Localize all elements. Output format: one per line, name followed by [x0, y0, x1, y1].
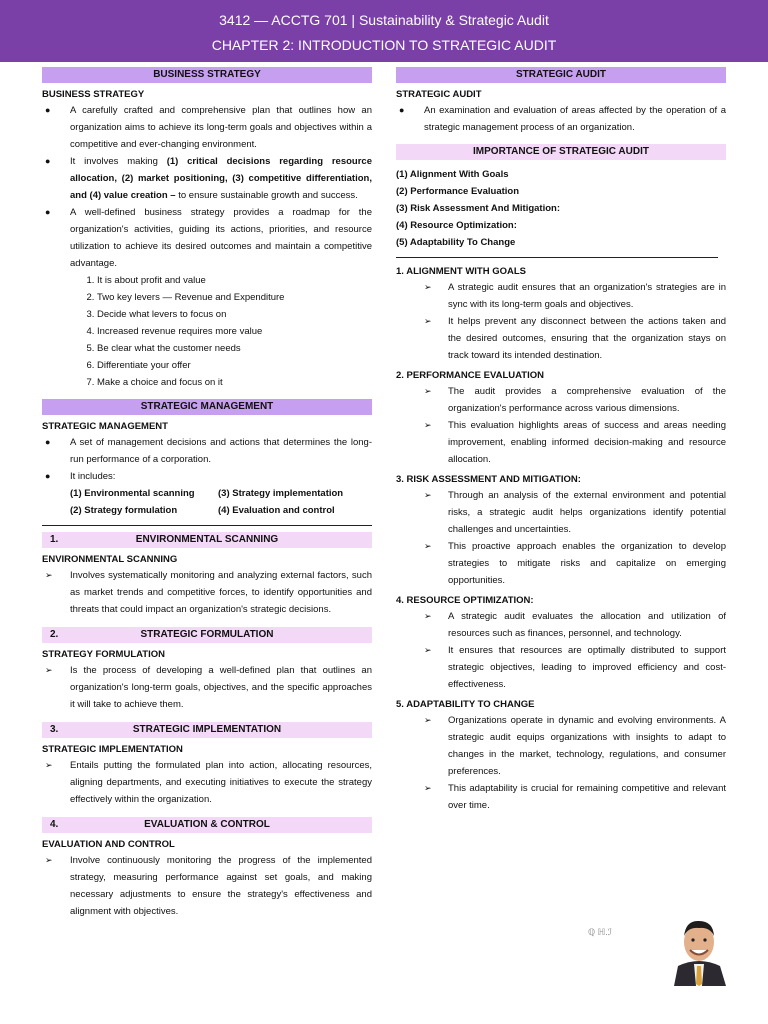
numbered-list-item: 1. It is about profit and value — [97, 272, 372, 289]
section-heading: 4. RESOURCE OPTIMIZATION: — [396, 595, 534, 606]
importance-list — [396, 166, 726, 251]
arrow-item: ➢ Entails putting the formulated plan into action, allocating resources, aligning departments, and executing initiatives to execute the strategy effectively within the organization. — [42, 757, 372, 808]
section-bar-strategic-audit: STRATEGIC AUDIT — [396, 67, 726, 83]
numbered-list-item: 7. Make a choice and focus on it — [97, 374, 372, 391]
bullet-icon: ● — [45, 156, 51, 166]
arrow-icon: ➢ — [45, 570, 53, 580]
right-column — [396, 67, 726, 814]
bullet-item: ● It involves making (1) critical decisions regarding resource allocation, (2) market positioning, (3) competitive differentiation, and (4) value creation – to ensure sustainable growth and success. — [42, 153, 372, 204]
subheading: STRATEGIC AUDIT — [396, 89, 482, 100]
subheading: STRATEGIC IMPLEMENTATION — [42, 744, 183, 755]
arrow-icon: ➢ — [424, 645, 432, 655]
importance-section — [396, 595, 726, 693]
arrow-icon: ➢ — [424, 386, 432, 396]
arrow-icon: ➢ — [45, 760, 53, 770]
arrow-item: ➢ It helps prevent any disconnect between the actions taken and the desired outcomes, ensuring that the organization stays on track toward its intended destination. — [396, 313, 726, 364]
bullet-icon: ● — [45, 105, 51, 115]
importance-section — [396, 266, 726, 364]
arrow-item: ➢ The audit provides a comprehensive evaluation of the organization's performance across various dimensions. — [396, 383, 726, 417]
bullet-icon: ● — [45, 471, 51, 481]
bullet-icon: ● — [45, 207, 51, 217]
section-bar-evaluation-control: 4. EVALUATION & CONTROL — [42, 817, 372, 833]
subheading: STRATEGY FORMULATION — [42, 649, 165, 660]
importance-item: (5) Adaptability To Change — [396, 237, 516, 248]
arrow-icon: ➢ — [424, 282, 432, 292]
arrow-item: ➢ This proactive approach enables the organization to develop strategies to mitigate risks and capitalize on emerging opportunities. — [396, 538, 726, 589]
section-bar-strategic-implementation: 3. STRATEGIC IMPLEMENTATION — [42, 722, 372, 738]
importance-sections — [396, 266, 726, 814]
arrow-item: ➢ Is the process of developing a well-defined plan that outlines an organization's long-term goals, objectives, and the specific approaches it will take to achieve them. — [42, 662, 372, 713]
bullet-icon: ● — [399, 105, 405, 115]
subheading: EVALUATION AND CONTROL — [42, 839, 175, 850]
arrow-item: ➢ This evaluation highlights areas of success and areas needing improvement, enabling informed decision-making and resource allocation. — [396, 417, 726, 468]
section-heading: 3. RISK ASSESSMENT AND MITIGATION: — [396, 474, 581, 485]
bullet-item: ● A carefully crafted and comprehensive plan that outlines how an organization aims to achieve its long-term goals and objectives within a competitive and ever-changing environment. — [42, 102, 372, 153]
importance-item: (2) Performance Evaluation — [396, 186, 520, 197]
section-bar-strategic-formulation: 2. STRATEGIC FORMULATION — [42, 627, 372, 643]
importance-item: (4) Resource Optimization: — [396, 220, 517, 231]
divider — [42, 525, 372, 526]
divider — [396, 257, 718, 258]
arrow-item: ➢ A strategic audit evaluates the allocation and utilization of resources such as finances, personnel, and technology. — [396, 608, 726, 642]
portrait-image — [668, 914, 730, 986]
components-grid: (1) Environmental scanning (3) Strategy implementation (2) Strategy formulation (4) Evaluation and control — [70, 488, 344, 516]
arrow-item: ➢ Through an analysis of the external environment and potential risks, a strategic audit helps organizations identify potential challenges and uncertainties. — [396, 487, 726, 538]
arrow-icon: ➢ — [45, 665, 53, 675]
numbered-list-item: 3. Decide what levers to focus on — [97, 306, 372, 323]
numbered-list-item: 2. Two key levers — Revenue and Expenditure — [97, 289, 372, 306]
arrow-item: ➢ Organizations operate in dynamic and evolving environments. A strategic audit equips organizations with insights to adapt to changes in the market, technology, regulations, and consumer preferences. — [396, 712, 726, 780]
arrow-item: ➢ Involve continuously monitoring the progress of the implemented strategy, measuring performance against set goals, and making necessary adjustments to ensure the strategy's effectiveness and alignment with objectives. — [42, 852, 372, 920]
arrow-item: ➢ It ensures that resources are optimally distributed to support strategic objectives, leading to improved efficiency and cost-effectiveness. — [396, 642, 726, 693]
section-bar-business-strategy: BUSINESS STRATEGY — [42, 67, 372, 83]
bullet-item: ● A well-defined business strategy provides a roadmap for the organization's activities, guiding its actions, priorities, and resource utilization to achieve its desired outcomes and maintain a competitive advantage. — [42, 204, 372, 272]
subheading: STRATEGIC MANAGEMENT — [42, 421, 168, 432]
arrow-item: ➢ A strategic audit ensures that an organization's strategies are in sync with its long-term goals and objectives. — [396, 279, 726, 313]
subheading: BUSINESS STRATEGY — [42, 89, 145, 100]
numbered-list-item: 6. Differentiate your offer — [97, 357, 372, 374]
arrow-icon: ➢ — [424, 611, 432, 621]
section-heading: 5. ADAPTABILITY TO CHANGE — [396, 699, 535, 710]
arrow-icon: ➢ — [424, 715, 432, 725]
chapter-title: CHAPTER 2: INTRODUCTION TO STRATEGIC AUDIT — [211, 37, 557, 53]
arrow-icon: ➢ — [424, 316, 432, 326]
arrow-item: ➢ Involves systematically monitoring and analyzing external factors, such as market trends and competitive forces, to identify opportunities and threats that could impact an organization's strategic decisions. — [42, 567, 372, 618]
signature-mark: ℚ ℍ.ℐ — [588, 927, 612, 937]
section-heading: 1. ALIGNMENT WITH GOALS — [396, 266, 527, 277]
numbered-list-item: 5. Be clear what the customer needs — [97, 340, 372, 357]
arrow-icon: ➢ — [424, 490, 432, 500]
bullet-icon: ● — [45, 437, 51, 447]
arrow-icon: ➢ — [424, 783, 432, 793]
section-bar-importance: IMPORTANCE OF STRATEGIC AUDIT — [396, 144, 726, 160]
arrow-icon: ➢ — [424, 541, 432, 551]
section-bar-environmental-scanning: 1. ENVIRONMENTAL SCANNING — [42, 532, 372, 548]
page-header — [0, 0, 768, 62]
importance-section — [396, 370, 726, 468]
section-heading: 2. PERFORMANCE EVALUATION — [396, 370, 544, 381]
bullet-item: ● A set of management decisions and actions that determines the long-run performance of a corporation. — [42, 434, 372, 468]
importance-section — [396, 474, 726, 589]
arrow-icon: ➢ — [45, 855, 53, 865]
importance-section — [396, 699, 726, 814]
course-title: 3412 — ACCTG 701 | Sustainability & Strategic Audit — [219, 12, 549, 28]
bullet-item: ● It includes: — [42, 468, 372, 485]
bullet-item: ● An examination and evaluation of areas affected by the operation of a strategic management process of an organization. — [396, 102, 726, 136]
subheading: ENVIRONMENTAL SCANNING — [42, 554, 178, 565]
left-column — [42, 67, 372, 920]
importance-item: (1) Alignment With Goals — [396, 169, 509, 180]
numbered-list-item: 4. Increased revenue requires more value — [97, 323, 372, 340]
section-bar-strategic-management: STRATEGIC MANAGEMENT — [42, 399, 372, 415]
arrow-item: ➢ This adaptability is crucial for remaining competitive and relevant over time. — [396, 780, 726, 814]
arrow-icon: ➢ — [424, 420, 432, 430]
business-strategy-numbered-list — [42, 272, 372, 391]
importance-item: (3) Risk Assessment And Mitigation: — [396, 203, 560, 214]
